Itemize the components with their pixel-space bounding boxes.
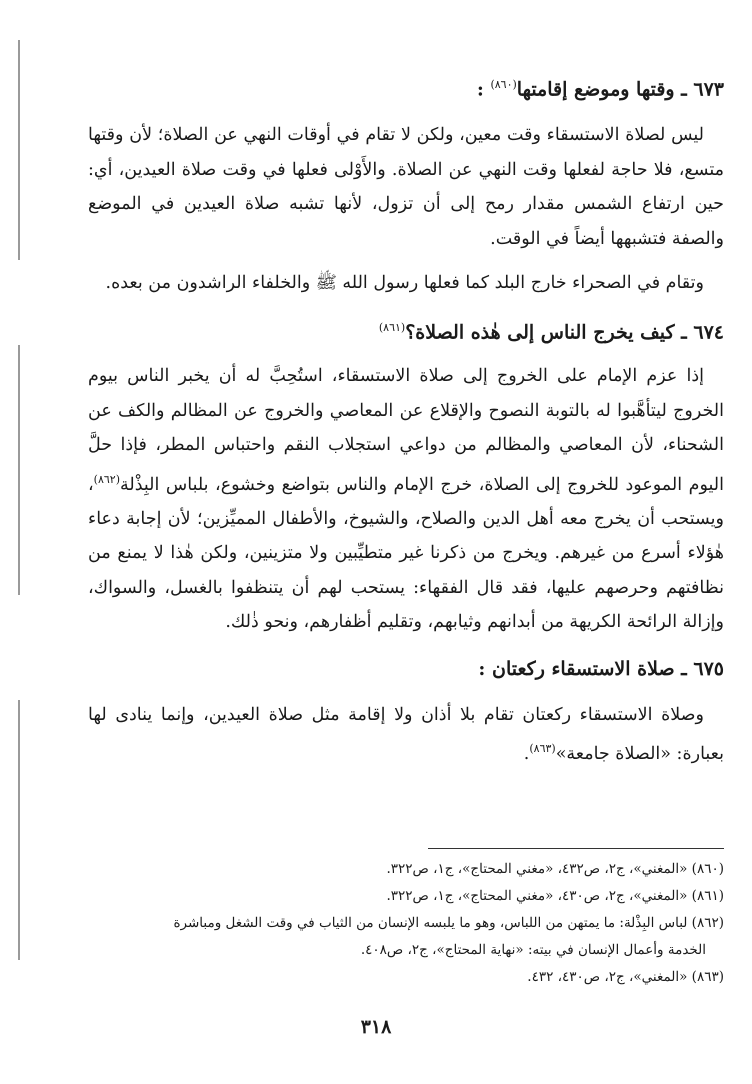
footnote-ref: (٨٦٣) <box>529 742 556 756</box>
scan-edge-line <box>18 700 20 960</box>
paragraph: ليس لصلاة الاستسقاء وقت معين، ولكن لا تقام في أوقات النهي عن الصلاة؛ لأن وقتها متسع، فلا حاجة لفعلها وقت النهي عن الصلاة. والأَوْلى فعلها في وقت صلاة العيدين، أي: حين ارتفاع الشمس مقدار رمح إلى أن تزول، لأنها تشبه صلاة العيدين في الموضع والصفة فتشبهها أيضاً في الوقت. <box>88 125 724 249</box>
paragraph: إذا عزم الإمام على الخروج إلى صلاة الاستسقاء، استُحِبَّ له أن يخبر الناس بيوم الخروج ليتأهَّبوا له بالتوبة النصوح والإقلاع عن المعاصي والخروج عن المظالم والكف عن الشحناء، لأن المعاصي والمظالم من دواعي استجلاب النقم واحتباس المطر، فإذا حلَّ اليوم الموعود للخروج إلى الصلاة، خرج الإمام والناس بتواضع وخشوع، بلباس البِذْلة$^{(٨٦٢)}$، ويستحب أن يخرج معه أهل الدين والصلاح، والشيوخ، والأطفال المميِّزين؛ لأن إجابة دعاء هٰؤلاء أسرع من غيرهم. ويخرج من ذكرنا غير متطيِّبين ولا متزينين، ولكن هٰذا لا يمنع من نظافتهم وحرصهم عليها، فقد قال الفقهاء: يستحب لهم أن يتنظفوا بالغسل، والسواك، وإزالة الرائحة الكريهة من أبدانهم وثيابهم، وتقليم أظفارهم، ونحو ذٰلك. <box>88 366 724 633</box>
heading-673: ٦٧٣ ـ وقتها وموضع إقامتها$^{(٨٦٠)}$ : <box>476 78 724 101</box>
footnote: (٨٦٠) «المغني»، ج٢، ص٤٣٢، «مغني المحتاج»، ج١، ص٣٢٢. <box>386 861 724 877</box>
heading-674: ٦٧٤ ـ كيف يخرج الناس إلى هٰذه الصلاة؟$^{(٨٦١)}$ <box>378 320 724 344</box>
footnote: (٨٦٢) لباس البِذْلة: ما يمتهن من اللباس، وهو ما يلبسه الإنسان من الثياب في وقت الشغل ومباشرة <box>173 915 724 931</box>
scan-edge-line <box>18 345 20 595</box>
footnote: (٨٦٣) «المغني»، ج٢، ص٤٣٠، ٤٣٢. <box>527 969 724 985</box>
footnote-ref: (٨٦٢) <box>93 472 120 486</box>
footnote-ref: (٨٦١) <box>378 320 406 334</box>
page-number: ٣١٨ <box>360 1016 392 1038</box>
paragraph: وصلاة الاستسقاء ركعتان تقام بلا أذان ولا إقامة مثل صلاة العيدين، وإنما ينادى لها بعبارة: «الصلاة جامعة»$^{(٨٦٣)}$. <box>88 704 724 765</box>
footnote-separator <box>428 848 724 849</box>
scan-edge-line <box>18 40 20 260</box>
paragraph: وتقام في الصحراء خارج البلد كما فعلها رسول الله ﷺ والخلفاء الراشدون من بعده. <box>105 273 704 294</box>
footnote: (٨٦١) «المغني»، ج٢، ص٤٣٠، «مغني المحتاج»، ج١، ص٣٢٢. <box>386 888 724 904</box>
footnote-continuation: الخدمة وأعمال الإنسان في بيته: «نهاية المحتاج»، ج٢، ص٤٠٨. <box>360 942 706 958</box>
heading-675: ٦٧٥ ـ صلاة الاستسقاء ركعتان : <box>478 657 724 680</box>
footnote-ref: (٨٦٠) <box>490 78 517 91</box>
main-text <box>88 70 724 772</box>
footnotes <box>74 856 724 991</box>
